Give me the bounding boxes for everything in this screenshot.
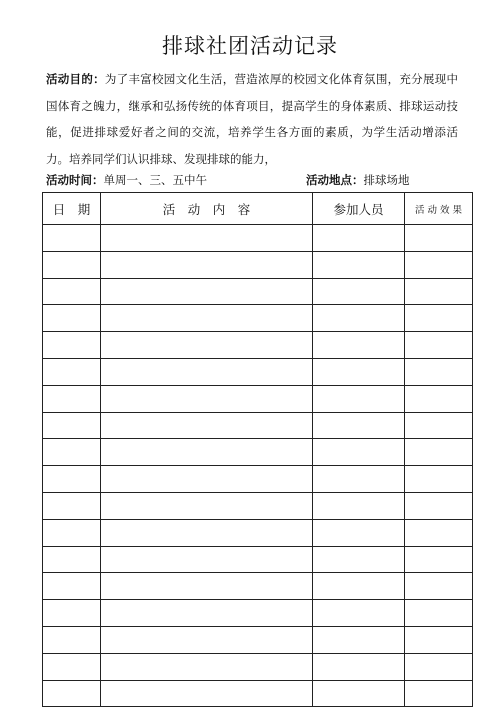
cell-content[interactable]	[101, 439, 313, 466]
table-row	[43, 546, 473, 573]
header-effect: 活 动 效 果	[405, 193, 473, 225]
place-value: 排球场地	[363, 173, 410, 187]
cell-participants[interactable]	[313, 385, 405, 412]
cell-content[interactable]	[101, 225, 313, 252]
cell-date[interactable]	[43, 439, 101, 466]
cell-content[interactable]	[101, 251, 313, 278]
cell-effect[interactable]	[405, 492, 473, 519]
cell-effect[interactable]	[405, 653, 473, 680]
cell-participants[interactable]	[313, 680, 405, 707]
cell-content[interactable]	[101, 653, 313, 680]
cell-participants[interactable]	[313, 278, 405, 305]
cell-effect[interactable]	[405, 519, 473, 546]
purpose-label: 活动目的：	[46, 72, 105, 86]
table-row	[43, 385, 473, 412]
table-header-row	[43, 193, 473, 225]
table-row	[43, 680, 473, 707]
cell-effect[interactable]	[405, 680, 473, 707]
cell-content[interactable]	[101, 305, 313, 332]
cell-effect[interactable]	[405, 573, 473, 600]
cell-effect[interactable]	[405, 600, 473, 627]
cell-participants[interactable]	[313, 225, 405, 252]
cell-effect[interactable]	[405, 251, 473, 278]
cell-effect[interactable]	[405, 225, 473, 252]
time-label: 活动时间：	[46, 173, 104, 187]
cell-date[interactable]	[43, 653, 101, 680]
record-table	[42, 192, 473, 707]
cell-effect[interactable]	[405, 385, 473, 412]
time-value: 单周一、三、五中午	[103, 173, 207, 187]
place-label: 活动地点：	[306, 173, 364, 187]
cell-participants[interactable]	[313, 546, 405, 573]
table-row	[43, 225, 473, 252]
cell-content[interactable]	[101, 332, 313, 359]
cell-effect[interactable]	[405, 466, 473, 493]
table-row	[43, 653, 473, 680]
cell-content[interactable]	[101, 466, 313, 493]
cell-effect[interactable]	[405, 412, 473, 439]
cell-date[interactable]	[43, 385, 101, 412]
cell-participants[interactable]	[313, 466, 405, 493]
cell-participants[interactable]	[313, 653, 405, 680]
cell-effect[interactable]	[405, 546, 473, 573]
cell-date[interactable]	[43, 358, 101, 385]
cell-participants[interactable]	[313, 358, 405, 385]
table-row	[43, 278, 473, 305]
cell-date[interactable]	[43, 332, 101, 359]
cell-content[interactable]	[101, 626, 313, 653]
table-row	[43, 573, 473, 600]
cell-participants[interactable]	[313, 492, 405, 519]
table-row	[43, 466, 473, 493]
page-title: 排球社团活动记录	[162, 34, 338, 58]
cell-date[interactable]	[43, 626, 101, 653]
cell-effect[interactable]	[405, 278, 473, 305]
table-row	[43, 358, 473, 385]
header-participants: 参加人员	[313, 193, 405, 225]
cell-content[interactable]	[101, 412, 313, 439]
purpose-paragraph	[46, 66, 458, 172]
cell-participants[interactable]	[313, 573, 405, 600]
table-row	[43, 412, 473, 439]
table-body	[43, 225, 473, 707]
cell-date[interactable]	[43, 466, 101, 493]
cell-date[interactable]	[43, 546, 101, 573]
cell-participants[interactable]	[313, 626, 405, 653]
cell-participants[interactable]	[313, 519, 405, 546]
cell-content[interactable]	[101, 519, 313, 546]
purpose-text: 为了丰富校园文化生活，营造浓厚的校园文化体育氛围，充分展现中国体育之魄力，继承和弘扬传统的体育项目，提高学生的身体素质、排球运动技能，促进排球爱好者之间的交流，培养学生各方面的素质，为学生活动增添活力。培养同学们认识排球、发现排球的能力，	[46, 72, 459, 166]
cell-content[interactable]	[101, 680, 313, 707]
activity-time	[46, 172, 207, 188]
header-date: 日 期	[43, 193, 101, 225]
cell-effect[interactable]	[405, 358, 473, 385]
cell-content[interactable]	[101, 358, 313, 385]
cell-date[interactable]	[43, 225, 101, 252]
cell-date[interactable]	[43, 600, 101, 627]
cell-content[interactable]	[101, 492, 313, 519]
cell-date[interactable]	[43, 573, 101, 600]
cell-participants[interactable]	[313, 439, 405, 466]
cell-date[interactable]	[43, 519, 101, 546]
cell-participants[interactable]	[313, 332, 405, 359]
cell-participants[interactable]	[313, 305, 405, 332]
header-content: 活 动 内 容	[101, 193, 313, 225]
info-row	[46, 172, 466, 192]
table-row	[43, 332, 473, 359]
cell-content[interactable]	[101, 600, 313, 627]
cell-effect[interactable]	[405, 626, 473, 653]
cell-participants[interactable]	[313, 251, 405, 278]
cell-date[interactable]	[43, 251, 101, 278]
cell-date[interactable]	[43, 680, 101, 707]
cell-content[interactable]	[101, 385, 313, 412]
cell-content[interactable]	[101, 573, 313, 600]
table-row	[43, 626, 473, 653]
table-row	[43, 251, 473, 278]
table-row	[43, 439, 473, 466]
table-row	[43, 519, 473, 546]
table-row	[43, 600, 473, 627]
table-row	[43, 305, 473, 332]
cell-effect[interactable]	[405, 332, 473, 359]
activity-place	[306, 172, 410, 188]
cell-date[interactable]	[43, 492, 101, 519]
cell-participants[interactable]	[313, 412, 405, 439]
cell-content[interactable]	[101, 546, 313, 573]
cell-effect[interactable]	[405, 439, 473, 466]
table-row	[43, 492, 473, 519]
cell-date[interactable]	[43, 305, 101, 332]
cell-date[interactable]	[43, 278, 101, 305]
cell-date[interactable]	[43, 412, 101, 439]
cell-participants[interactable]	[313, 600, 405, 627]
cell-content[interactable]	[101, 278, 313, 305]
cell-effect[interactable]	[405, 305, 473, 332]
